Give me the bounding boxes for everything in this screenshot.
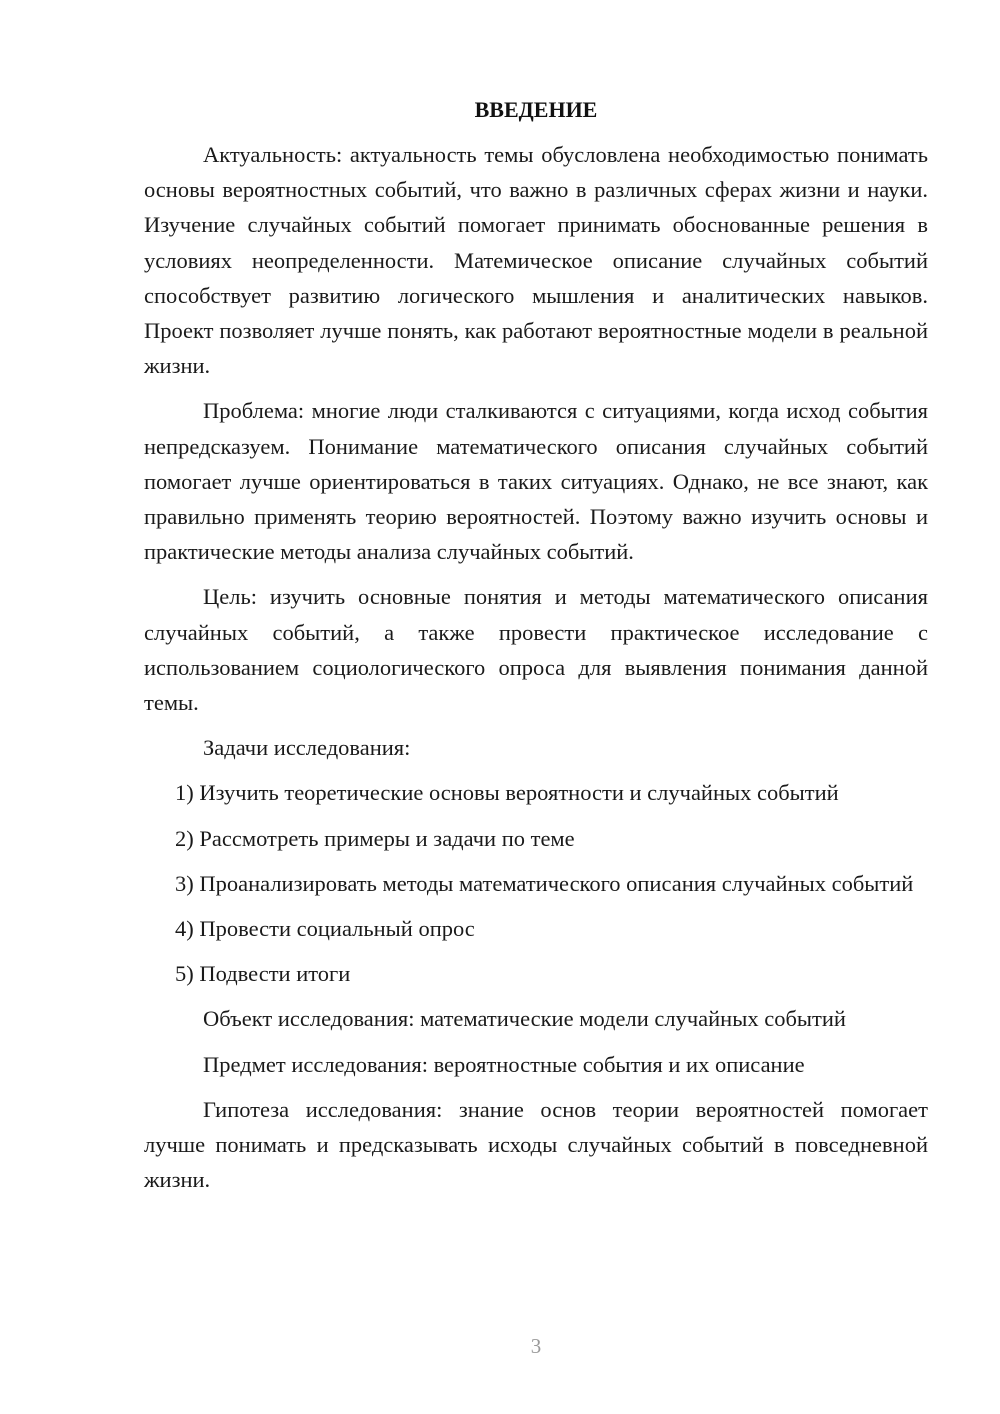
tasks-title: Задачи исследования:	[203, 735, 411, 761]
research-hypothesis: Гипотеза исследования: знание основ теории вероятностей помогает лучше понимать и предсказывать исходы случайных событий в повседневной жизни.	[144, 1096, 928, 1193]
task-item-5: 5) Подвести итоги	[175, 961, 351, 987]
page-content	[144, 93, 928, 1197]
task-item-1: 1) Изучить теоретические основы вероятности и случайных событий	[175, 780, 839, 806]
task-item-3: 3) Проанализировать методы математического описания случайных событий	[175, 870, 914, 896]
problem-paragraph: Проблема: многие люди сталкиваются с ситуациями, когда исход события непредсказуем. Понимание математического описания случайных событий помогает лучше ориентироваться в таких ситуациях. Однако, не все знают, как правильно применять теорию вероятностей. Поэтому важно изучить основы и практические методы анализа случайных событий.	[144, 398, 928, 565]
relevance-paragraph: Актуальность: актуальность темы обусловлена необходимостью понимать основы вероятностных событий, что важно в различных сферах жизни и науки. Изучение случайных событий помогает принимать обоснованные решения в условиях неопределенности. Матемическое описание случайных событий способствует развитию логического мышления и аналитических навыков. Проект позволяет лучше понять, как работают вероятностные модели в реальной жизни.	[144, 142, 928, 379]
task-item-2: 2) Рассмотреть примеры и задачи по теме	[175, 825, 575, 851]
research-subject: Предмет исследования: вероятностные события и их описание	[203, 1051, 805, 1077]
goal-paragraph: Цель: изучить основные понятия и методы математического описания случайных событий, а также провести практическое исследование с использованием социологического опроса для выявления понимания данной темы.	[144, 584, 928, 716]
task-item-4: 4) Провести социальный опрос	[175, 916, 475, 942]
page-number: 3	[530, 1334, 542, 1358]
research-object: Объект исследования: математические модели случайных событий	[203, 1006, 846, 1032]
section-heading: ВВЕДЕНИЕ	[474, 97, 598, 122]
